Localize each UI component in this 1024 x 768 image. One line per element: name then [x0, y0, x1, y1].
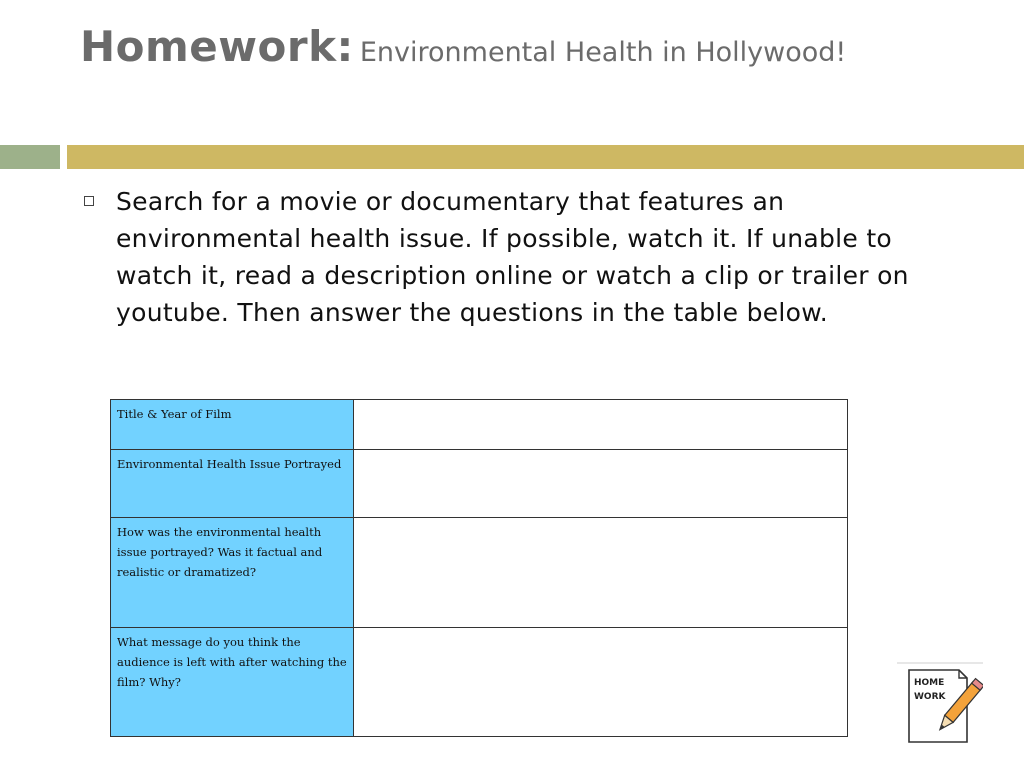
title-subtitle: Environmental Health in Hollywood!: [359, 37, 847, 68]
question-cell: How was the environmental health issue portrayed? Was it factual and realistic or dramatized?: [111, 518, 354, 628]
slide-title: [80, 22, 846, 71]
answer-cell[interactable]: [354, 400, 848, 450]
homework-pencil-icon: [897, 662, 983, 746]
icon-label-line1: HOME: [914, 678, 945, 688]
bullet-item: [80, 183, 980, 331]
table-row: [111, 628, 848, 737]
question-cell: Environmental Health Issue Portrayed: [111, 450, 354, 518]
question-cell: Title & Year of Film: [111, 400, 354, 450]
answer-cell[interactable]: [354, 628, 848, 737]
bullet-text: Search for a movie or documentary that features an environmental health issue. If possible, watch it. If unable to watch it, read a description online or watch a clip or trailer on youtube. Then answer the questions in the table below.: [116, 187, 909, 327]
table-row: [111, 400, 848, 450]
accent-bar-green: [0, 145, 60, 169]
title-bold: Homework:: [80, 22, 354, 71]
homework-table: [110, 399, 848, 737]
accent-bar-gold: [67, 145, 1024, 169]
square-bullet-icon: [84, 196, 94, 206]
answer-cell[interactable]: [354, 518, 848, 628]
table-row: [111, 450, 848, 518]
table-row: [111, 518, 848, 628]
answer-cell[interactable]: [354, 450, 848, 518]
icon-label-line2: WORK: [914, 692, 946, 702]
question-cell: What message do you think the audience is left with after watching the film? Why?: [111, 628, 354, 737]
